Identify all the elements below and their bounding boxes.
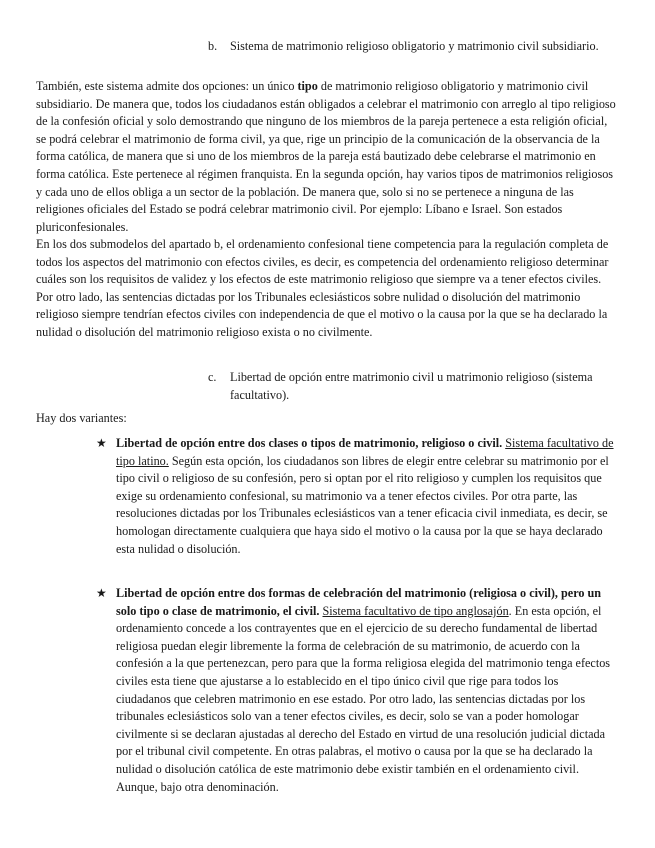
paragraph-1-rest: de matrimonio religioso obligatorio y matrimonio civil subsidiario. De manera que, todos los ciudadanos están obligados a celebrar el matrimonio con arreglo al tipo religioso de la confesión oficial y solo demostrando que ninguno de los miembros de la pareja pertenece a esta religión oficial, se podrá celebrar el matrimonio de forma civil, ya que, rige un principio de la comunicación de la observancia de la forma católica, de manera que si uno de los miembros de la pareja está bautizado debe celebrarse el matrimonio en forma católica. Este pertenece al régimen franquista. En la segunda opción, hay varios tipos de matrimonios religiosos y cada uno de ellos obliga a un sector de la población. De manera que, solo si no se pertenece a ninguna de las religiones oficiales del Estado se podrá celebrar matrimonio civil. Por ejemplo: Líbano e Israel. Son estados pluriconfesionales. bbox=[36, 79, 616, 234]
section-letter-c: c. bbox=[208, 370, 217, 384]
variants-intro: Hay dos variantes: bbox=[36, 411, 127, 425]
bullet-item-anglosajon bbox=[96, 585, 616, 796]
bullet-underlined-term: Sistema facultativo de tipo latino. bbox=[116, 436, 614, 468]
bullet-text bbox=[116, 585, 616, 796]
paragraph-1-bold: tipo bbox=[297, 79, 318, 93]
bullet-item-latino bbox=[96, 435, 616, 558]
bullet-bold-title: Libertad de opción entre dos formas de celebración del matrimonio (religiosa o civil), pero un solo tipo o clase de matrimonio, el civil. bbox=[116, 586, 602, 618]
paragraph-2: En los dos submodelos del apartado b, el ordenamiento confesional tiene competencia para la regulación completa de todos los aspectos del matrimonio con efectos civiles, es decir, es competencia del ordenamiento religioso determinar cuáles son los requisitos de validez y los efectos de este matrimonio religioso que siempre va a tener efectos civiles. Por otro lado, las sentencias dictadas por los Tribunales eclesiásticos sobre nulidad o disolución del matrimonio religioso siempre tendrían efectos civiles con independencia de que el motivo o la causa por la que se ha declarado la nulidad o disolución del matrimonio religioso exista o no civilmente. bbox=[36, 237, 609, 339]
bullet-body: Según esta opción, los ciudadanos son libres de elegir entre celebrar su matrimonio por el tipo civil o religioso de su confesión, pero si optan por el rito religioso y cumplen los requisitos que exige su ordenamiento confesional, su matrimonio va a tener efectos civiles. Por otra parte, las resoluciones dictadas por los Tribunales eclesiásticos van a tener eficacia civil inmediata, es decir, se homologan directamente cualquiera que haya sido el motivo o la causa por la que se haya declarado esta nulidad o disolución. bbox=[116, 453, 609, 556]
bullet-text bbox=[116, 435, 616, 558]
paragraph-1 bbox=[36, 78, 618, 236]
bullet-bold-title: Libertad de opción entre dos clases o tipos de matrimonio, religioso o civil. bbox=[116, 436, 503, 450]
section-letter-b: b. bbox=[208, 39, 218, 53]
section-title-c: Libertad de opción entre matrimonio civil u matrimonio religioso (sistema facultativo). bbox=[230, 370, 593, 402]
section-title-b: Sistema de matrimonio religioso obligatorio y matrimonio civil subsidiario. bbox=[230, 39, 599, 53]
star-bullet-icon: ★ bbox=[96, 586, 107, 600]
paragraph-1-start: También, este sistema admite dos opciones: un único bbox=[36, 79, 298, 93]
section-heading-c bbox=[208, 369, 620, 404]
section-heading-b bbox=[208, 38, 608, 56]
bullet-body: . En esta opción, el ordenamiento concede a los contrayentes que en el ejercicio de su derecho fundamental de libertad religiosa puedan elegir libremente la forma de celebración de su matrimonio, de acuerdo con la confesión a la que pertenezcan, pero para que la forma religiosa elegida del matrimonio tenga efectos civiles esta tiene que ajustarse a lo establecido en el tipo único civil que rige para todos los ciudadanos que celebren matrimonio en ese estado. Por otro lado, las sentencias dictadas por los tribunales eclesiásticos solo van a tener efectos civiles, es decir, solo se van a poder homologar civilmente si se declaran ajustadas al derecho del Estado en virtud de una resolución judicial dictada por el tribunal civil competente. En otras palabras, el motivo o causa por la que se ha declarado la nulidad o disolución católica de este matrimonio debe existir también en el ordenamiento civil. Aunque, bajo otra denominación. bbox=[116, 603, 611, 794]
bullet-underlined-term: Sistema facultativo de tipo anglosajón bbox=[322, 603, 509, 618]
star-bullet-icon: ★ bbox=[96, 436, 107, 450]
